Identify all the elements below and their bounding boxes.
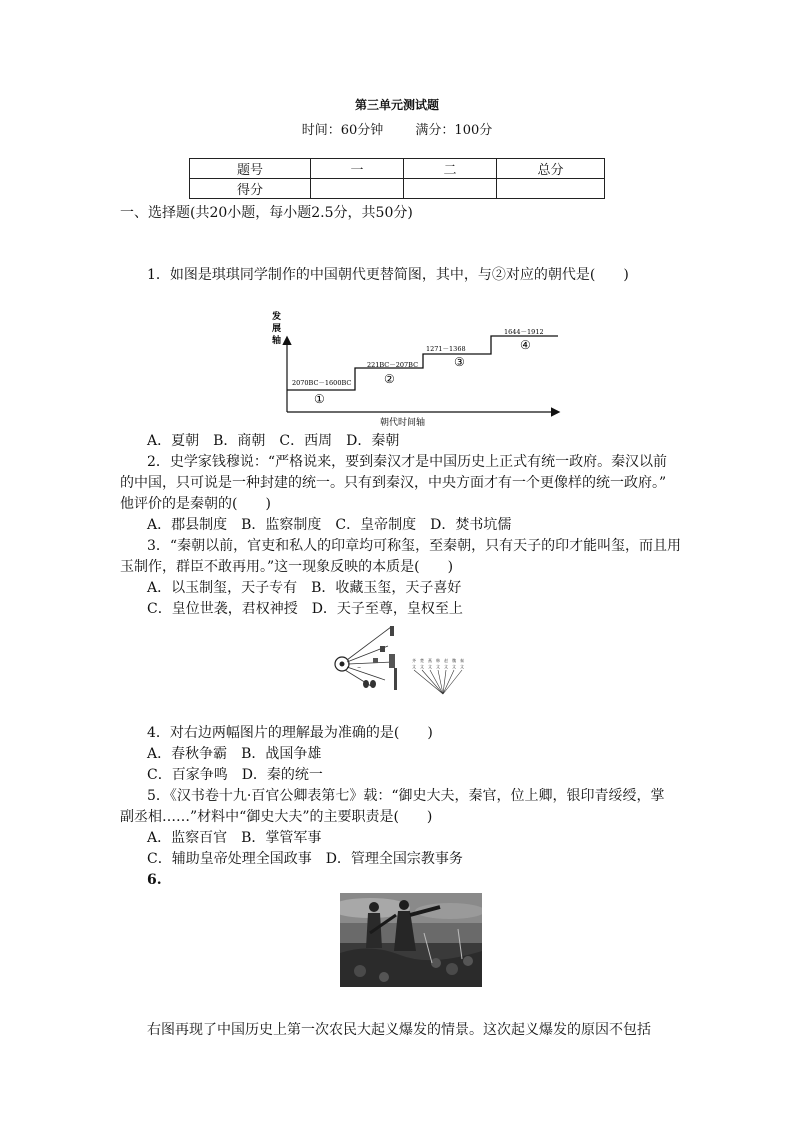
step-mark-1: ① <box>314 392 325 406</box>
question-6-number: 6. <box>147 872 162 888</box>
y-axis-label-char: 展 <box>272 324 282 334</box>
table-cell <box>497 179 605 199</box>
svg-text:文: 文 <box>420 664 424 669</box>
exam-info <box>0 119 794 138</box>
svg-text:文: 文 <box>444 664 448 669</box>
table-row <box>190 159 605 179</box>
step-period-3: 1271－1368 <box>426 345 466 353</box>
y-axis-label-char: 轴 <box>272 336 282 346</box>
svg-text:秦: 秦 <box>460 658 464 663</box>
dynasty-step-chart <box>268 308 568 430</box>
svg-text:燕: 燕 <box>428 658 432 663</box>
table-cell <box>404 179 497 199</box>
full-score: 满分：100分 <box>415 123 493 138</box>
svg-text:~: ~ <box>357 665 362 671</box>
table-cell <box>311 179 404 199</box>
svg-text:文: 文 <box>436 664 440 669</box>
table-cell: 一 <box>311 159 404 179</box>
question-1-stem: 1．如图是琪琪同学制作的中国朝代更替简图，其中，与②对应的朝代是( ) <box>147 267 629 283</box>
svg-text:赵: 赵 <box>444 658 448 663</box>
svg-text:文: 文 <box>460 664 464 669</box>
question-5-options-cd: C．辅助皇帝处理全国政事 D．管理全国宗教事务 <box>147 851 463 867</box>
svg-text:韩: 韩 <box>436 658 440 663</box>
time-limit: 时间：60分钟 <box>301 123 384 138</box>
y-axis-label-char: 发 <box>272 312 282 322</box>
table-cell: 二 <box>404 159 497 179</box>
step-mark-3: ③ <box>454 355 465 369</box>
question-2-line-1: 2．史学家钱穆说：“严格说来，要到秦汉才是中国历史上正式有统一政府。秦汉以前 <box>147 454 668 470</box>
score-table <box>189 158 605 199</box>
table-cell: 总分 <box>497 159 605 179</box>
question-3-line-1: 3．“秦朝以前，官吏和私人的印章均可称玺，至秦朝，只有天子的印才能叫玺，而且用 <box>147 538 682 554</box>
table-cell: 题号 <box>190 159 311 179</box>
x-axis-label: 朝代时间轴 <box>380 418 426 428</box>
svg-text:文: 文 <box>452 664 456 669</box>
question-5-line-1: 5．《汉书卷十九·百官公卿表第七》载：“御史大夫，秦官，位上卿，银印青绥绶，掌 <box>147 788 665 804</box>
question-5-line-2: 副丞相……”材料中“御史大夫”的主要职责是( ) <box>120 809 433 825</box>
table-row <box>190 179 605 199</box>
illustration-left <box>333 624 413 694</box>
question-2-options: A．郡县制度 B．监察制度 C．皇帝制度 D．焚书坑儒 <box>147 517 512 533</box>
question-3-options-ab: A．以玉制玺，天子专有 B．收藏玉玺，天子喜好 <box>147 580 462 596</box>
table-cell: 得分 <box>190 179 311 199</box>
step-mark-4: ④ <box>520 338 531 352</box>
question-6-text: 右图再现了中国历史上第一次农民大起义爆发的情景。这次起义爆发的原因不包括 <box>147 1022 651 1038</box>
svg-text:文: 文 <box>428 664 432 669</box>
question-2-line-3: 他评价的是秦朝的( ) <box>120 496 271 512</box>
exam-title: 第三单元测试题 <box>354 98 439 112</box>
step-period-2: 221BC－207BC <box>367 361 419 369</box>
question-5-options-ab: A．监察百官 B．掌管军事 <box>147 830 322 846</box>
step-period-1: 2070BC－1600BC <box>292 379 352 387</box>
illustration-right <box>410 656 470 698</box>
section-heading: 一、选择题(共20小题，每小题2.5分，共50分) <box>120 205 413 221</box>
question-2-line-2: 的中国，只可说是一种封建的统一。只有到秦汉，中央方面才有一个更像样的统一政府。” <box>120 475 667 491</box>
svg-text:文: 文 <box>412 664 416 669</box>
svg-text:魏: 魏 <box>452 658 456 663</box>
step-mark-2: ② <box>384 372 395 386</box>
question-4-options-cd: C．百家争鸣 D．秦的统一 <box>147 767 323 783</box>
question-4-stem: 4．对右边两幅图片的理解最为准确的是( ) <box>147 725 433 741</box>
question-1-options: A．夏朝 B．商朝 C．西周 D．秦朝 <box>147 433 400 449</box>
question-3-options-cd: C．皇位世袭，君权神授 D．天子至尊，皇权至上 <box>147 601 463 617</box>
svg-text:齐: 齐 <box>412 658 416 663</box>
question-3-line-2: 玉制作，群臣不敢再用。”这一现象反映的本质是( ) <box>120 559 454 575</box>
step-period-4: 1644－1912 <box>504 328 544 336</box>
uprising-painting <box>340 893 482 987</box>
question-4-options-ab: A．春秋争霸 B．战国争雄 <box>147 746 322 762</box>
svg-text:楚: 楚 <box>420 658 424 663</box>
